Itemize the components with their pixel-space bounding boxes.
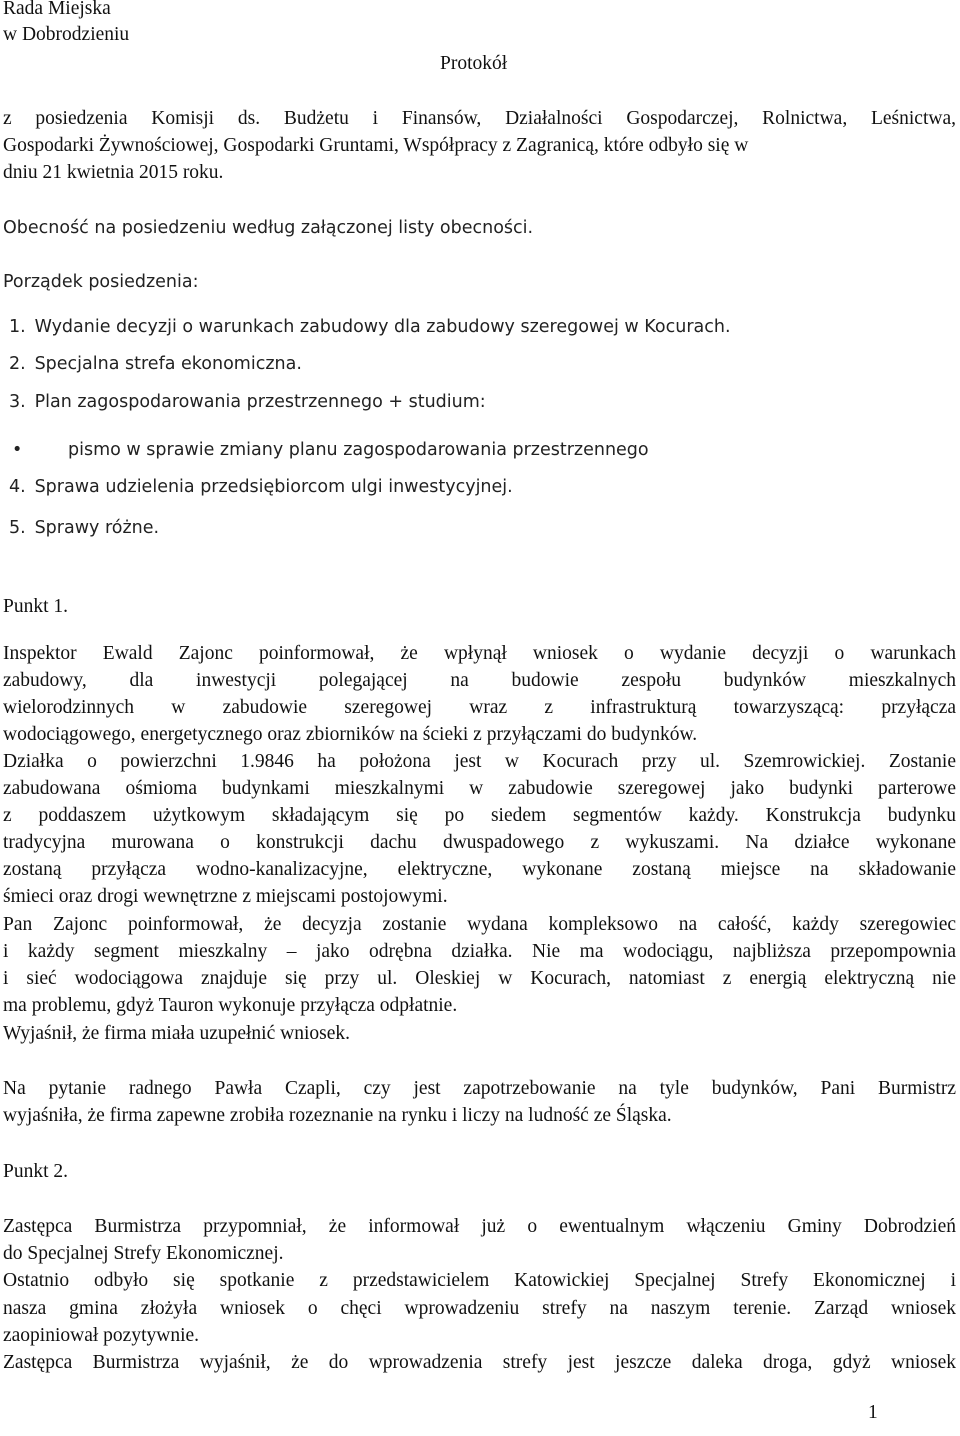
paragraph-line: wyjaśniła, że firma zapewne zrobiła rozeznanie na rynku i liczy na ludność ze Śląska. xyxy=(3,1105,672,1126)
agenda-item xyxy=(9,389,486,415)
header-org-name: Rada Miejska xyxy=(3,0,111,19)
paragraph-line: z poddaszem użytkowym składającym się po siedem segmentów każdy. Konstrukcja budynku xyxy=(3,805,956,826)
paragraph-line: zabudowy, dla inwestycji polegającej na budowie zespołu budynków mieszkalnych xyxy=(3,670,956,691)
paragraph-line: Pan Zajonc poinformował, że decyzja zostanie wydana kompleksowo na całość, każdy szeregowiec xyxy=(3,914,956,935)
intro-line-1: z posiedzenia Komisji ds. Budżetu i Finansów, Działalności Gospodarczej, Rolnictwa, Leśnictwa, xyxy=(3,108,956,129)
agenda-item xyxy=(9,314,731,340)
paragraph-line: Na pytanie radnego Pawła Czapli, czy jest zapotrzebowanie na tyle budynków, Pani Burmistrz xyxy=(3,1078,956,1099)
agenda-item-text: Specjalna strefa ekonomiczna. xyxy=(34,354,302,374)
agenda-item xyxy=(9,351,302,377)
agenda-item-text: Wydanie decyzji o warunkach zabudowy dla zabudowy szeregowej w Kocurach. xyxy=(34,317,731,337)
document-title: Protokół xyxy=(440,53,508,74)
page-number: 1 xyxy=(868,1402,878,1423)
section-heading-punkt-2: Punkt 2. xyxy=(3,1161,69,1182)
attendance-note: Obecność na posiedzeniu według załączonej listy obecności. xyxy=(3,218,534,238)
header-org-location: w Dobrodzieniu xyxy=(3,24,130,45)
paragraph-line: zaopiniował pozytywnie. xyxy=(3,1325,200,1346)
paragraph-line: nasza gmina złożyła wniosek o chęci wprowadzeniu strefy na naszym terenie. Zarząd wniosek xyxy=(3,1298,956,1319)
bullet-icon: • xyxy=(12,440,23,460)
agenda-item-number: 1. xyxy=(9,317,26,337)
agenda-subitem xyxy=(9,437,649,463)
paragraph-line: zostaną przyłącza wodno-kanalizacyjne, elektryczne, wykonane zostaną miejsce na składowanie xyxy=(3,859,956,880)
paragraph-line: do Specjalnej Strefy Ekonomicznej. xyxy=(3,1243,284,1264)
paragraph-line: śmieci oraz drogi wewnętrzne z miejscami postojowymi. xyxy=(3,886,448,907)
agenda-heading: Porządek posiedzenia: xyxy=(3,272,199,292)
paragraph-line: zabudowana ośmioma budynkami mieszkalnymi w zabudowie szeregowej jako budynki parterowe xyxy=(3,778,956,799)
intro-line-3: dniu 21 kwietnia 2015 roku. xyxy=(3,162,224,183)
section-heading-punkt-1: Punkt 1. xyxy=(3,596,69,617)
agenda-item-text: Sprawa udzielenia przedsiębiorcom ulgi inwestycyjnej. xyxy=(34,477,513,497)
paragraph-line: ma problemu, gdyż Tauron wykonuje przyłącza odpłatnie. xyxy=(3,995,458,1016)
agenda-item xyxy=(9,515,159,541)
agenda-item xyxy=(9,474,513,500)
paragraph-line: Ostatnio odbyło się spotkanie z przedstawicielem Katowickiej Specjalnej Strefy Ekonomicznej i xyxy=(3,1270,956,1291)
paragraph-line: Wyjaśnił, że firma miała uzupełnić wniosek. xyxy=(3,1023,351,1044)
agenda-item-number: 3. xyxy=(9,392,26,412)
paragraph-line: Działka o powierzchni 1.9846 ha położona jest w Kocurach przy ul. Szemrowickiej. Zostanie xyxy=(3,751,956,772)
agenda-subitem-text: pismo w sprawie zmiany planu zagospodarowania przestrzennego xyxy=(68,440,649,460)
agenda-item-text: Plan zagospodarowania przestrzennego + studium: xyxy=(34,392,486,412)
paragraph-line: Zastępca Burmistrza przypomniał, że informował już o ewentualnym włączeniu Gminy Dobrodzień xyxy=(3,1216,956,1237)
intro-line-2: Gospodarki Żywnościowej, Gospodarki Gruntami, Współpracy z Zagranicą, które odbyło się w xyxy=(3,135,749,156)
agenda-item-number: 2. xyxy=(9,354,26,374)
paragraph-line: Zastępca Burmistrza wyjaśnił, że do wprowadzenia strefy jest jeszcze daleka droga, gdyż wniosek xyxy=(3,1352,956,1373)
agenda-item-number: 5. xyxy=(9,518,26,538)
paragraph-line: i sieć wodociągowa znajduje się przy ul. Oleskiej w Kocurach, natomiast z energią elektryczną nie xyxy=(3,968,956,989)
paragraph-line: Inspektor Ewald Zajonc poinformował, że wpłynął wniosek o wydanie decyzji o warunkach xyxy=(3,643,956,664)
paragraph-line: wodociągowego, energetycznego oraz zbiorników na ścieki z przyłączami do budynków. xyxy=(3,724,698,745)
paragraph-line: i każdy segment mieszkalny – jako odrębna działka. Nie ma wodociągu, najbliższa przepompownia xyxy=(3,941,956,962)
paragraph-line: tradycyjna murowana o konstrukcji dachu dwuspadowego z wykuszami. Na działce wykonane xyxy=(3,832,956,853)
paragraph-line: wielorodzinnych w zabudowie szeregowej wraz z infrastrukturą towarzyszącą: przyłącza xyxy=(3,697,956,718)
agenda-item-number: 4. xyxy=(9,477,26,497)
agenda-item-text: Sprawy różne. xyxy=(34,518,160,538)
